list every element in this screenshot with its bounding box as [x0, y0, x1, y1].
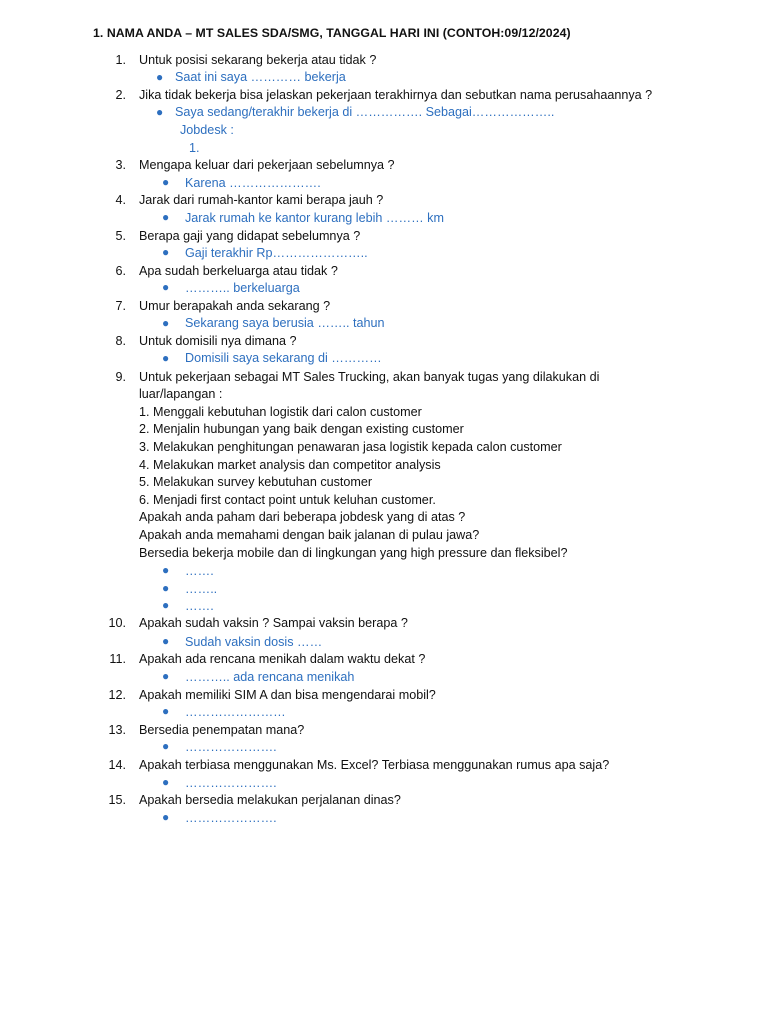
question-text: Bersedia penempatan mana? [139, 723, 305, 737]
bullet-icon: ● [162, 316, 170, 330]
bullet-icon: ● [162, 280, 170, 294]
answer-line: ……. [185, 599, 214, 613]
bullet-icon: ● [162, 245, 170, 259]
question-text: Umur berapakah anda sekarang ? [139, 299, 331, 313]
bullet-icon: ● [162, 175, 170, 189]
bullet-icon: ● [156, 105, 164, 119]
bullet-icon: ● [156, 70, 164, 84]
bullet-icon: ● [162, 634, 170, 648]
question-number: 13. [108, 723, 126, 737]
answer-line: …………………. [185, 811, 277, 825]
question-number: 9. [115, 370, 126, 384]
answer-line: Saya sedang/terakhir bekerja di ……………. Sebagai……………….. [175, 105, 555, 119]
answer-line: …………………. [185, 740, 277, 754]
bullet-icon: ● [162, 810, 170, 824]
question-number: 5. [115, 229, 126, 243]
question-text: Untuk posisi sekarang bekerja atau tidak ? [139, 53, 377, 67]
answer-line: Sudah vaksin dosis …… [185, 635, 323, 649]
jobdesk-item: 1. [189, 141, 200, 155]
answer-line: Gaji terakhir Rp………………….. [185, 246, 368, 260]
question-text: Jika tidak bekerja bisa jelaskan pekerjaan terakhirnya dan sebutkan nama perusahaannya ? [139, 88, 653, 102]
answer-line: …………………… [185, 705, 286, 719]
question-text: Untuk domisili nya dimana ? [139, 334, 297, 348]
sub-question: Bersedia bekerja mobile dan di lingkungan yang high pressure dan fleksibel? [139, 546, 568, 560]
answer-line: Saat ini saya ………… bekerja [175, 70, 346, 84]
task-item: 1. Menggali kebutuhan logistik dari calon customer [139, 405, 422, 419]
question-text: Apakah ada rencana menikah dalam waktu dekat ? [139, 652, 426, 666]
answer-line: Karena …………………. [185, 176, 321, 190]
question-number: 4. [115, 193, 126, 207]
question-number: 6. [115, 264, 126, 278]
bullet-icon: ● [162, 598, 170, 612]
bullet-icon: ● [162, 775, 170, 789]
question-text: Jarak dari rumah-kantor kami berapa jauh ? [139, 193, 384, 207]
question-text: Apakah terbiasa menggunakan Ms. Excel? Terbiasa menggunakan rumus apa saja? [139, 758, 610, 772]
question-number: 2. [115, 88, 126, 102]
question-text: Apakah sudah vaksin ? Sampai vaksin berapa ? [139, 616, 408, 630]
task-item: 4. Melakukan market analysis dan competitor analysis [139, 458, 441, 472]
answer-line: ……….. ada rencana menikah [185, 670, 355, 684]
question-number: 15. [108, 793, 126, 807]
question-number: 12. [108, 688, 126, 702]
task-item: 6. Menjadi first contact point untuk keluhan customer. [139, 493, 436, 507]
sub-question: Apakah anda memahami dengan baik jalanan di pulau jawa? [139, 528, 480, 542]
question-number: 10. [108, 616, 126, 630]
answer-line: …………………. [185, 776, 277, 790]
question-number: 14. [108, 758, 126, 772]
answer-line: ……….. berkeluarga [185, 281, 300, 295]
bullet-icon: ● [162, 563, 170, 577]
question-text-continued: luar/lapangan : [139, 387, 223, 401]
question-number: 8. [115, 334, 126, 348]
jobdesk-label: Jobdesk : [180, 123, 234, 137]
answer-line: Sekarang saya berusia …….. tahun [185, 316, 385, 330]
document-heading: 1. NAMA ANDA – MT SALES SDA/SMG, TANGGAL HARI INI (CONTOH:09/12/2024) [93, 26, 571, 40]
task-item: 2. Menjalin hubungan yang baik dengan existing customer [139, 422, 464, 436]
bullet-icon: ● [162, 351, 170, 365]
bullet-icon: ● [162, 210, 170, 224]
task-item: 5. Melakukan survey kebutuhan customer [139, 475, 373, 489]
question-number: 11. [109, 652, 126, 666]
bullet-icon: ● [162, 669, 170, 683]
answer-line: Domisili saya sekarang di ………… [185, 351, 382, 365]
bullet-icon: ● [162, 581, 170, 595]
answer-line: …….. [185, 582, 218, 596]
answer-line: Jarak rumah ke kantor kurang lebih ……… km [185, 211, 444, 225]
bullet-icon: ● [162, 704, 170, 718]
bullet-icon: ● [162, 739, 170, 753]
question-text: Apakah memiliki SIM A dan bisa mengendarai mobil? [139, 688, 436, 702]
answer-line: ……. [185, 564, 214, 578]
question-number: 3. [115, 158, 126, 172]
question-text: Untuk pekerjaan sebagai MT Sales Trucking, akan banyak tugas yang dilakukan di [139, 370, 600, 384]
question-text: Berapa gaji yang didapat sebelumnya ? [139, 229, 361, 243]
task-item: 3. Melakukan penghitungan penawaran jasa logistik kepada calon customer [139, 440, 562, 454]
question-number: 7. [115, 299, 126, 313]
question-text: Apa sudah berkeluarga atau tidak ? [139, 264, 338, 278]
sub-question: Apakah anda paham dari beberapa jobdesk yang di atas ? [139, 510, 466, 524]
question-text: Apakah bersedia melakukan perjalanan dinas? [139, 793, 401, 807]
question-text: Mengapa keluar dari pekerjaan sebelumnya ? [139, 158, 395, 172]
question-number: 1. [115, 53, 126, 67]
